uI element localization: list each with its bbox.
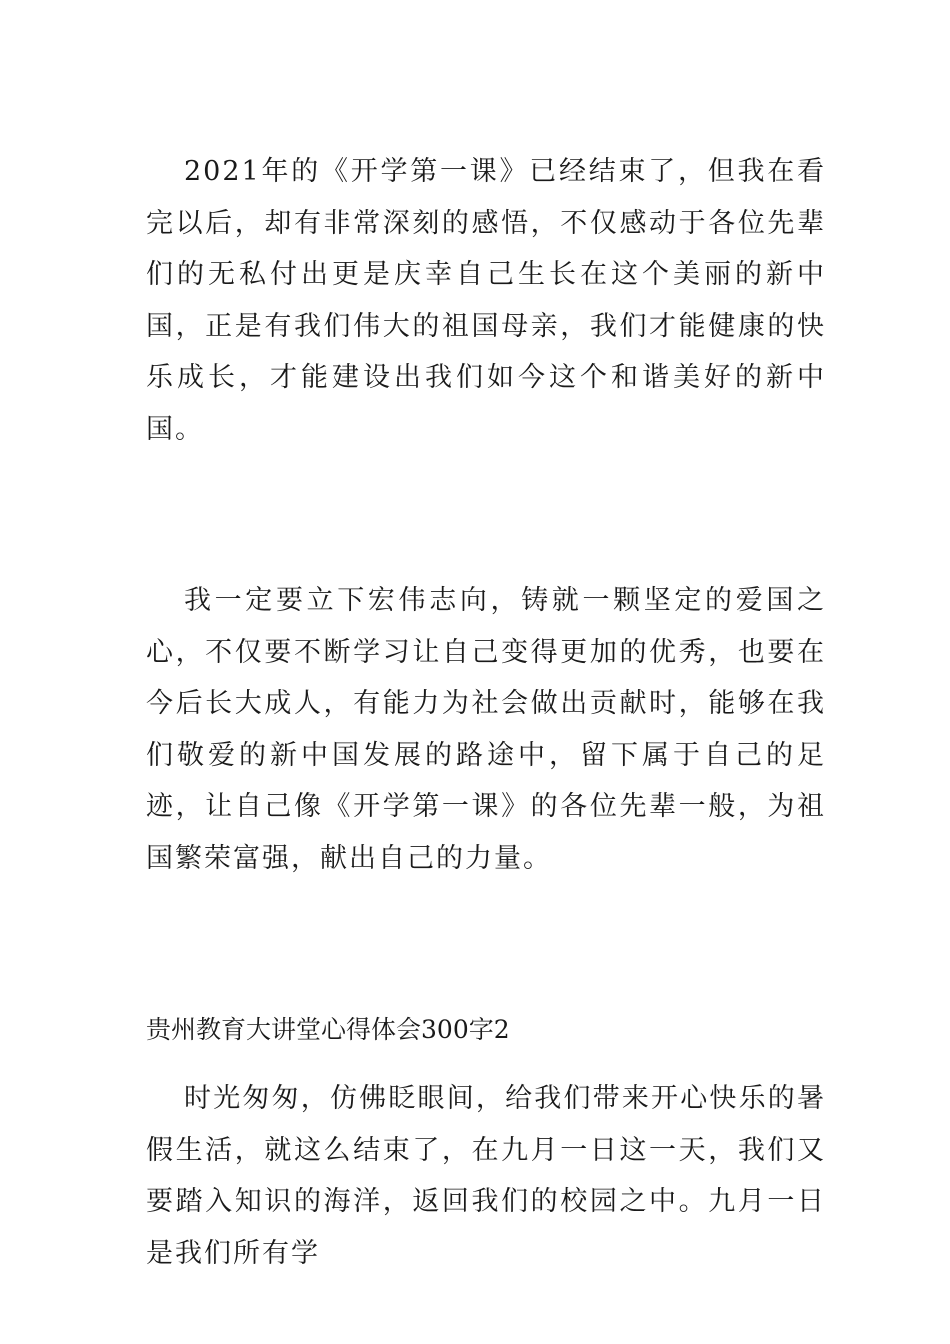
- body-paragraph-1: 2021年的《开学第一课》已经结束了，但我在看完以后，却有非常深刻的感悟，不仅感动于各位先辈们的无私付出更是庆幸自己生长在这个美丽的新中国，正是有我们伟大的祖国母亲，我们才能健康的快乐成长，才能建设出我们如今这个和谐美好的新中国。: [146, 156, 826, 445]
- body-paragraph-2: 我一定要立下宏伟志向，铸就一颗坚定的爱国之心，不仅要不断学习让自己变得更加的优秀，也要在今后长大成人，有能力为社会做出贡献时，能够在我们敬爱的新中国发展的路途中，留下属于自己的足迹，让自己像《开学第一课》的各位先辈一般，为祖国繁荣富强，献出自己的力量。: [146, 585, 826, 874]
- section-paragraph-1: 时光匆匆，仿佛眨眼间，给我们带来开心快乐的暑假生活，就这么结束了，在九月一日这一天，我们又要踏入知识的海洋，返回我们的校园之中。九月一日是我们所有学: [146, 1083, 826, 1269]
- section-heading: 贵州教育大讲堂心得体会300字2: [146, 1015, 510, 1044]
